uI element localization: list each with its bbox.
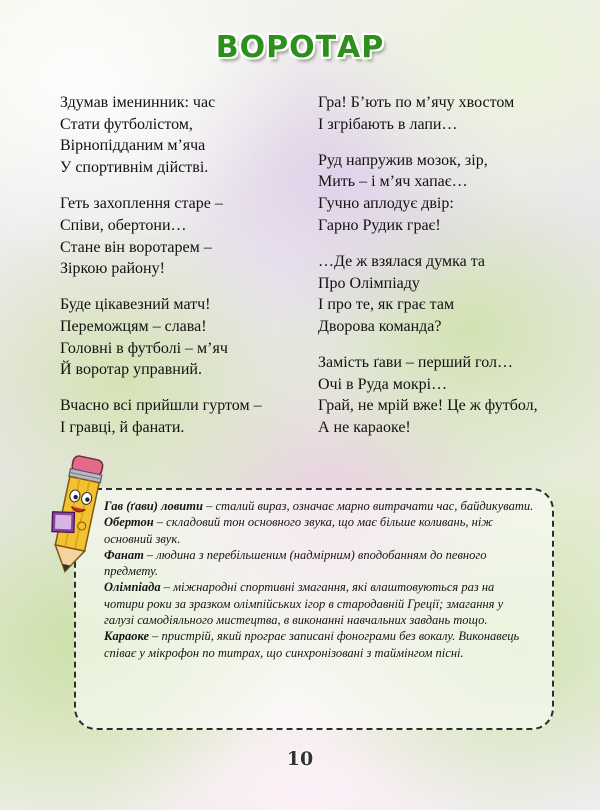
poem-line: Вірнопідданим м’яча (60, 137, 206, 155)
poem-line: …Де ж взялася думка та (318, 252, 486, 270)
glossary-entry (104, 498, 534, 514)
page-title: ВОРОТАР (215, 30, 385, 65)
glossary-definition: – міжнародні спортивні змагання, які влаштовуються раз на чотири роки за зразком олімпійських ігор в стародавній Греції; змагання у галузі самодіяльного мистецтва, в виконанні навчальних завдань тощо. (104, 580, 504, 628)
poem-line: Й воротар управний. (60, 361, 202, 379)
poem-line: Замість ґави – перший гол… (318, 353, 513, 371)
glossary-list (104, 498, 534, 661)
poem-line: І згрібають в лапи… (318, 115, 458, 133)
poem-line: Переможцям – слава! (60, 317, 207, 335)
poem-stanza (318, 92, 578, 135)
page-number: 10 (286, 748, 314, 770)
poem-line: Мить – і м’яч хапає… (318, 173, 468, 191)
poem-stanza (60, 193, 300, 280)
glossary-definition: – складовий тон основного звука, що має більше коливань, ніж основний звук. (104, 515, 493, 546)
poem-stanza (60, 92, 300, 179)
poem-line: Гучно аплодує двір: (318, 195, 454, 213)
poem-line: Руд напружив мозок, зір, (318, 151, 488, 169)
glossary-term: Олімпіада (104, 580, 161, 595)
poem-line: Очі в Руда мокрі… (318, 375, 448, 393)
poem-line: І гравці, й фанати. (60, 419, 185, 437)
glossary-definition: – людина з перебільшеним (надмірним) вподобанням до певного предмету. (104, 547, 487, 579)
poem-stanza (60, 395, 300, 438)
glossary-entry (104, 579, 534, 628)
poem-line: Вчасно всі прийшли гуртом – (60, 397, 262, 415)
poem-stanza (60, 294, 300, 381)
poem-line: Стане він воротарем – (60, 238, 212, 256)
poem-line: Головні в футболі – м’яч (60, 339, 228, 357)
glossary-definition: – пристрій, який програє записані фонограми без вокалу. Виконавець співає у мікрофон по титрах, що синхронізовані з таймінгом пісні. (104, 629, 520, 660)
poem-left-column (60, 92, 300, 453)
glossary-term: Фанат (104, 547, 144, 562)
poem-line: І про те, як грає там (318, 296, 455, 314)
poem-line: Гарно Рудик грає! (318, 216, 441, 234)
poem-line: А не караоке! (318, 419, 411, 437)
poem-line: У спортивнім дійстві. (60, 159, 209, 177)
poem-line: Співи, обертони… (60, 216, 187, 234)
glossary-definition: – сталий вираз, означає марно витрачати час, байдикувати. (202, 499, 534, 513)
poem-line: Геть захоплення старе – (60, 195, 223, 213)
glossary-term: Караоке (104, 629, 149, 644)
poem-line: Гра! Б’ють по м’ячу хвостом (318, 94, 515, 111)
poem-line: Про Олімпіаду (318, 274, 420, 292)
pencil-mascot-icon (48, 455, 108, 580)
poem-line: Буде цікавезний матч! (60, 296, 211, 314)
glossary-term: Обертон (104, 515, 154, 530)
poem-line: Зіркою району! (60, 260, 165, 278)
poem-right-column (318, 92, 578, 453)
poem-line: Грай, не мрій вже! Це ж футбол, (318, 397, 538, 415)
poem-line: Здумав іменинник: час (60, 94, 216, 111)
glossary-entry (104, 514, 534, 547)
poem-stanza (318, 352, 578, 439)
glossary-entry (104, 547, 534, 580)
glossary-term: Гав (ґави) ловити (104, 499, 203, 513)
poem-stanza (318, 251, 578, 338)
poem-line: Стати футболістом, (60, 115, 193, 133)
poem-stanza (318, 150, 578, 237)
glossary-entry (104, 628, 534, 661)
poem-line: Дворова команда? (318, 317, 442, 335)
